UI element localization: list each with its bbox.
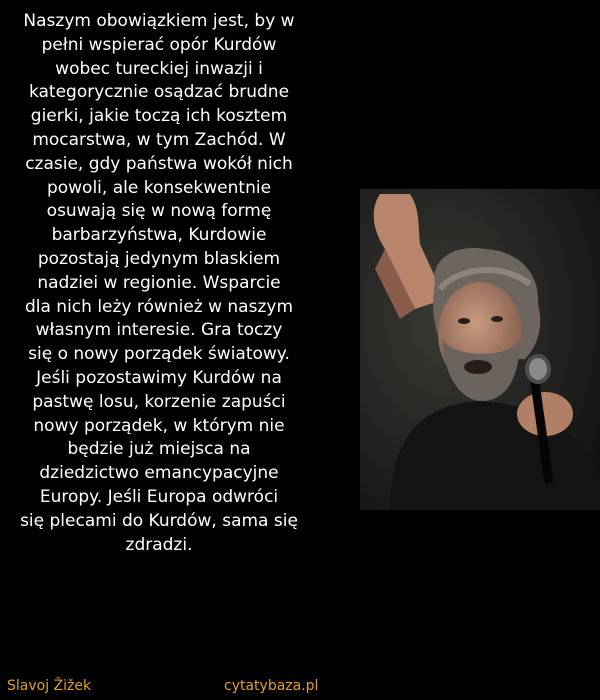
quote-line: osuwają się w nową formę (46, 201, 272, 222)
quote-line: dziedzictwo emancypacyjne (39, 463, 279, 484)
quote-line: nadziei w regionie. Wsparcie (37, 272, 281, 293)
quote-line: nowy porządek, w którym nie (33, 415, 285, 436)
quote-line: pozostają jedynym blaskiem (37, 248, 281, 269)
quote-line: będzie już miejsca na (67, 439, 251, 460)
quote-line: pastwę losu, korzenie zapuści (32, 391, 286, 412)
portrait-photo-icon (360, 189, 600, 510)
quote-line: własnym interesie. Gra toczy (35, 320, 283, 341)
footer (0, 676, 600, 700)
quote-line: się o nowy porządek światowy. (28, 344, 290, 365)
quote-line: się plecami do Kurdów, sama się (20, 510, 298, 531)
quote-line: Naszym obowiązkiem jest, by w (23, 11, 295, 31)
quote-line: powoli, ale konsekwentnie (46, 177, 272, 198)
author-name: Slavoj Žižek (7, 678, 92, 694)
quote-line: Jeśli pozostawimy Kurdów na (36, 367, 282, 388)
quote-line: czasie, gdy państwa wokół nich (25, 153, 293, 174)
quote-line: mocarstwa, w tym Zachód. W (32, 129, 286, 150)
quote-line: kategorycznie osądzać brudne (28, 82, 290, 103)
site-link[interactable]: cytatybaza.pl (224, 678, 319, 694)
quote-line: wobec tureckiej inwazji i (55, 58, 263, 79)
quote-line: gierki, jakie toczą ich kosztem (30, 106, 288, 127)
quote-line: dla nich leży również w naszym (24, 296, 294, 317)
quote-line: pełni wspierać opór Kurdów (41, 34, 277, 55)
quote-line: Europy. Jeśli Europa odwróci (39, 486, 279, 507)
quote-text (0, 10, 318, 557)
quote-line: zdradzi. (125, 534, 193, 555)
author-photo (360, 189, 600, 510)
quote-line: barbarzyństwa, Kurdowie (51, 225, 267, 246)
